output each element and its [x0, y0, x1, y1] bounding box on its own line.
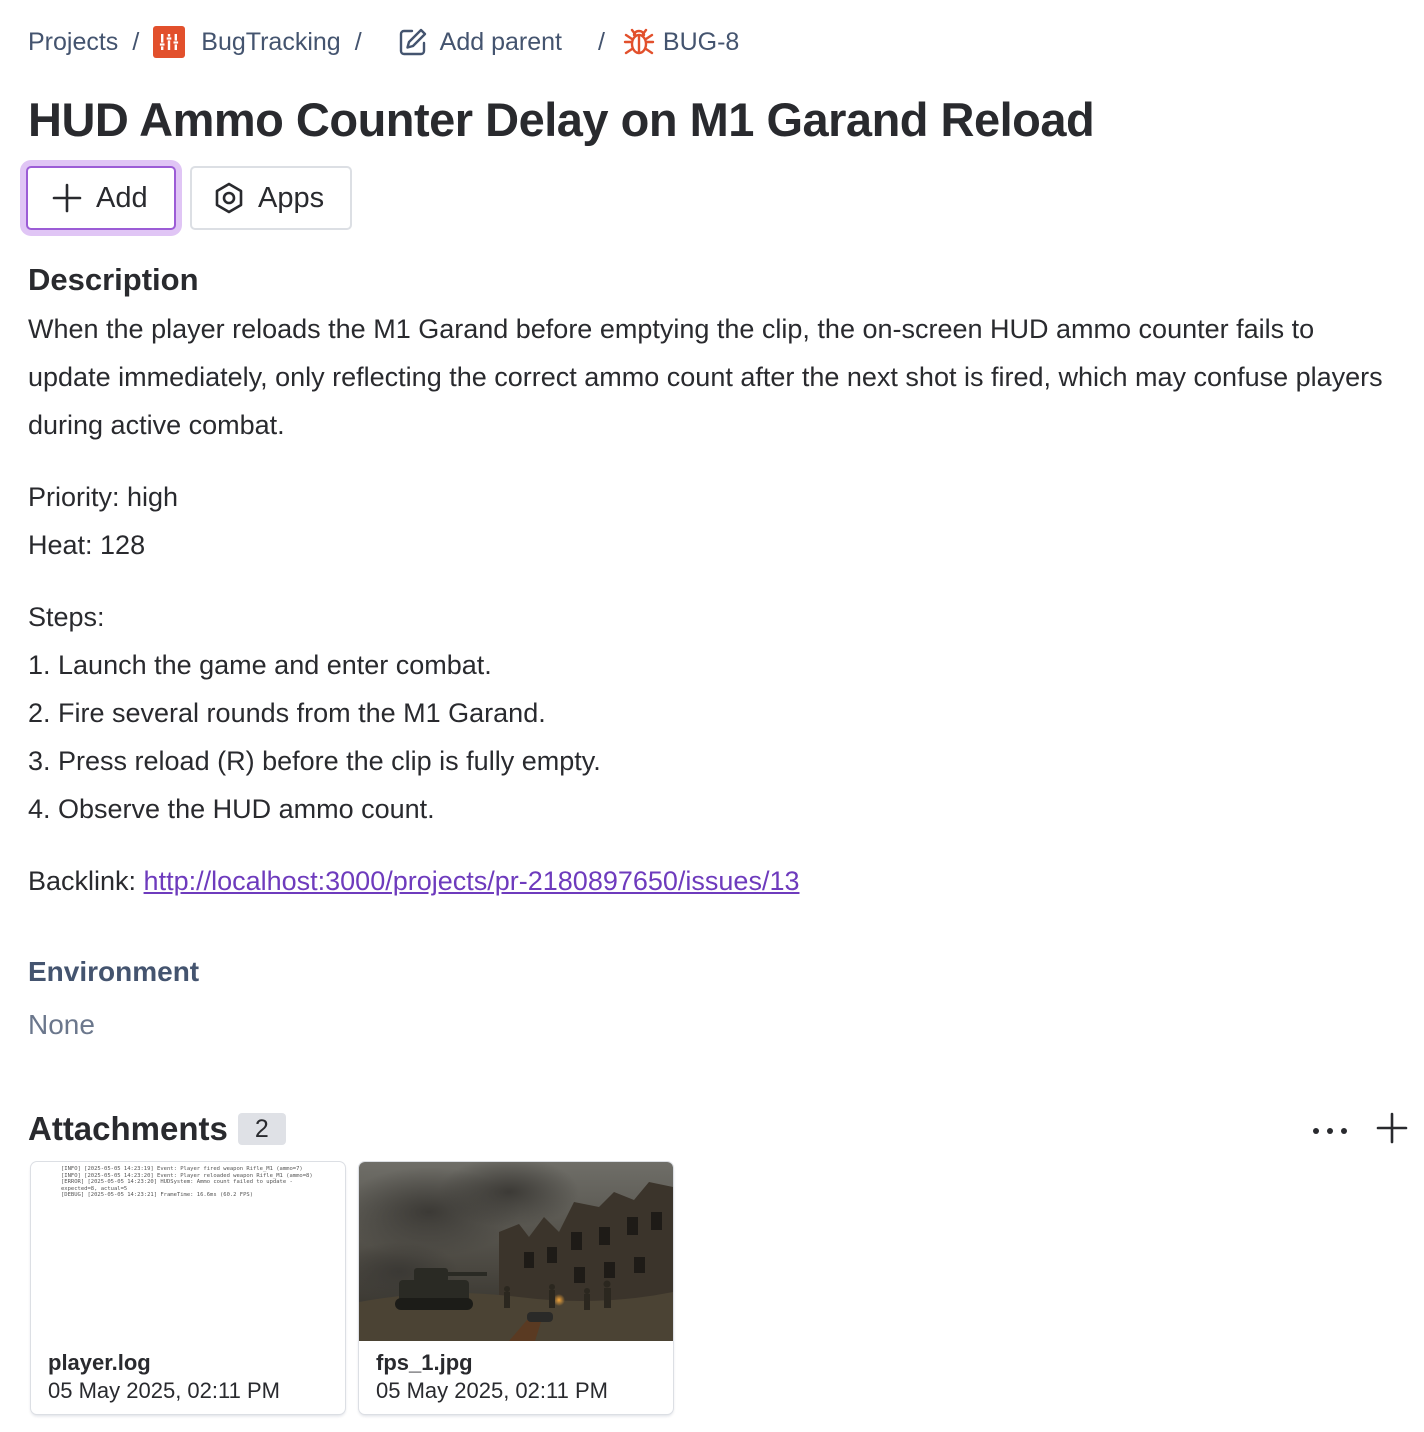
step-item: 4. Observe the HUD ammo count.	[28, 794, 435, 824]
step-item: 3. Press reload (R) before the clip is fully empty.	[28, 746, 601, 776]
description-heading: Description	[28, 262, 199, 297]
breadcrumb-project-label: BugTracking	[201, 27, 341, 56]
attachment-card[interactable]	[359, 1162, 673, 1414]
breadcrumb-issue-key[interactable]	[623, 26, 739, 58]
more-icon	[1312, 1122, 1348, 1140]
add-attachment-button[interactable]	[1372, 1110, 1412, 1150]
project-avatar-icon	[153, 26, 185, 58]
plus-icon	[52, 183, 82, 213]
attachment-name: player.log	[48, 1350, 151, 1375]
add-parent-label: Add parent	[439, 27, 562, 56]
priority-line: Priority: high	[28, 482, 179, 512]
breadcrumb-separator: /	[354, 27, 362, 56]
attachments-count-badge: 2	[238, 1113, 286, 1145]
log-preview: [INFO] [2025-05-05 14:23:19] Event: Player fired weapon Rifle_M1 (ammo=7) [INFO] [2025-05-05 14:23:20] Event: Player reloaded weapon Rifle_M1 (ammo=8) [ERROR] [2025-05-05 14:23:20] HUDSystem: Ammo count failed to update - expected=8, actual=5 [DEBUG] [2025-05-05 14:23:21] FrameTime: 16.6ms (60.2 FPS)	[61, 1166, 313, 1198]
breadcrumb-separator: /	[597, 27, 605, 56]
bug-icon	[623, 26, 655, 58]
description-summary: When the player reloads the M1 Garand before emptying the clip, the on-screen HUD ammo counter fails to update immediately, only reflecting the correct ammo count after the next shot is fired, which may confuse players during active combat.	[28, 314, 1383, 440]
environment-heading: Environment	[28, 956, 200, 987]
plus-icon	[1376, 1112, 1408, 1149]
apps-button[interactable]	[190, 166, 352, 230]
edit-icon	[398, 27, 428, 57]
attachment-date: 05 May 2025, 02:11 PM	[376, 1378, 608, 1403]
attachments-heading: Attachments	[28, 1110, 228, 1147]
heat-line: Heat: 128	[28, 530, 146, 560]
issue-title[interactable]: HUD Ammo Counter Delay on M1 Garand Reload	[28, 93, 1095, 146]
breadcrumb-separator: /	[132, 27, 140, 56]
breadcrumb	[28, 24, 739, 60]
add-button[interactable]	[26, 166, 176, 230]
add-parent-button[interactable]	[398, 27, 562, 57]
environment-value[interactable]: None	[28, 1009, 95, 1040]
breadcrumb-project[interactable]	[153, 26, 340, 58]
attachment-name: fps_1.jpg	[376, 1350, 473, 1375]
step-item: 1. Launch the game and enter combat.	[28, 650, 492, 680]
issue-key-label: BUG-8	[662, 27, 740, 56]
more-actions-button[interactable]	[1308, 1114, 1352, 1148]
breadcrumb-projects[interactable]: Projects	[28, 27, 119, 56]
backlink-label: Backlink:	[28, 866, 144, 896]
step-item: 2. Fire several rounds from the M1 Garand.	[28, 698, 546, 728]
attachments-header	[28, 1110, 286, 1148]
description-body[interactable]	[28, 305, 1388, 905]
apps-icon	[214, 182, 244, 214]
image-thumbnail	[359, 1162, 673, 1341]
backlink-line	[28, 857, 1388, 905]
add-button-label: Add	[96, 181, 148, 214]
backlink-link[interactable]: http://localhost:3000/projects/pr-2180897650/issues/13	[143, 866, 800, 896]
apps-button-label: Apps	[258, 181, 325, 214]
attachment-date: 05 May 2025, 02:11 PM	[48, 1378, 280, 1403]
steps-label: Steps:	[28, 602, 105, 632]
attachment-card[interactable]	[31, 1162, 345, 1414]
